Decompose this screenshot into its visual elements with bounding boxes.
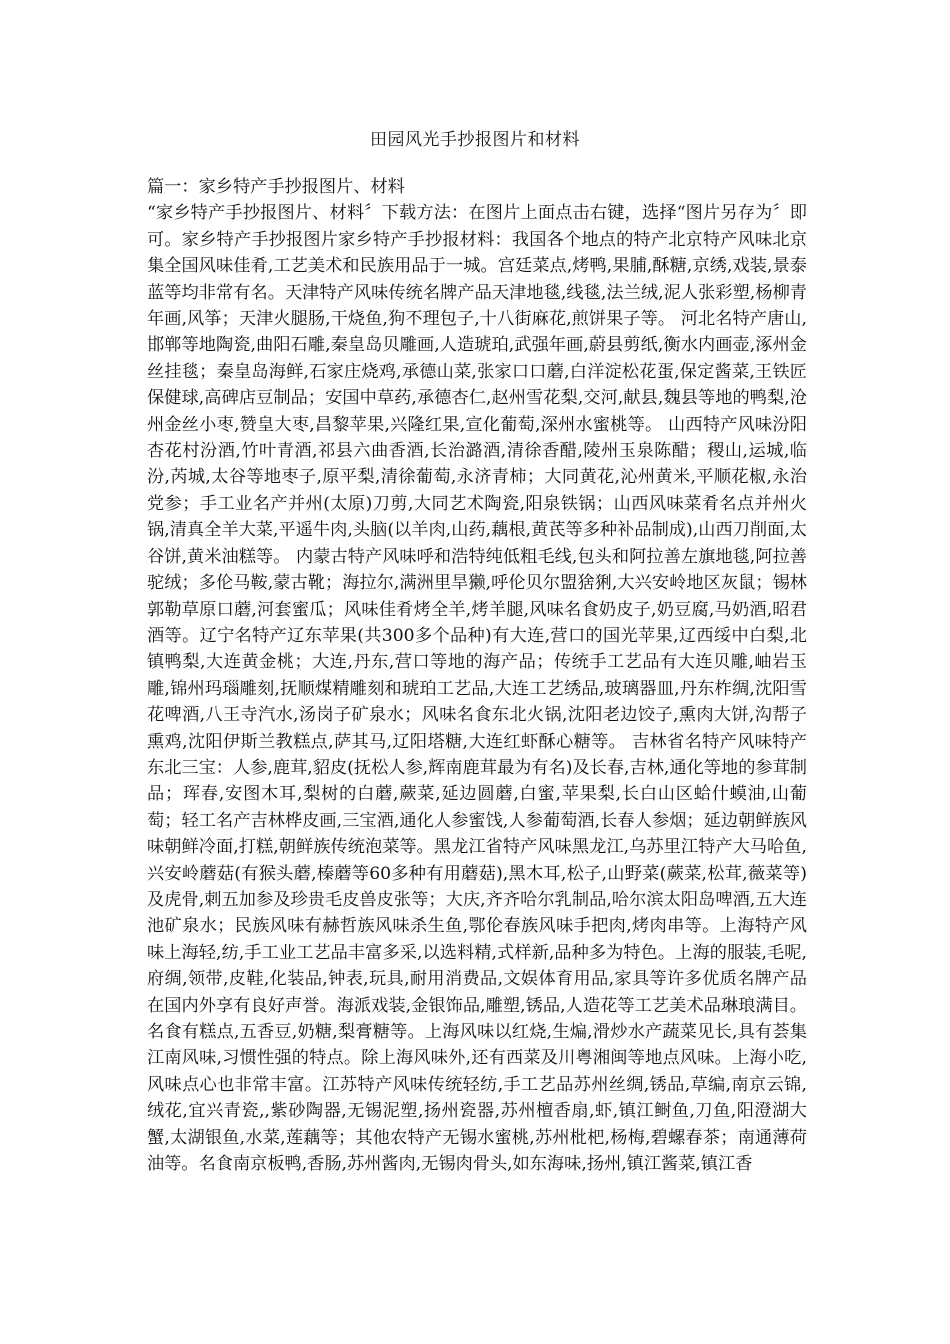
section-heading: 篇一：家乡特产手抄报图片、材料	[147, 177, 405, 197]
document-content	[147, 174, 807, 1177]
body-paragraph: “家乡特产手抄报图片、材料〞下载方法：在图片上面点击右键，选择“图片另存为〞即可。家乡特产手抄报图片家乡特产手抄报材料：我国各个地点的特产北京特产风味北京集全国风味佳肴,工艺美术和民族用品于一城。宫廷菜点,烤鸭,果脯,酥糖,京绣,戏装,景泰蓝等均非常有名。天津特产风味传统名牌产品天津地毯,线毯,法兰绒,泥人张彩塑,杨柳青年画,风筝；天津火腿肠,干烧鱼,狗不理包子,十八街麻花,煎饼果子等。 河北名特产唐山,邯郸等地陶瓷,曲阳石雕,秦皇岛贝雕画,人造琥珀,武强年画,蔚县剪纸,衡水内画壶,涿州金丝挂毯；秦皇岛海鲜,石家庄烧鸡,承德山菜,张家口口蘑,白洋淀松花蛋,保定酱菜,王铁匠保健球,高碑店豆制品；安国中草药,承德杏仁,赵州雪花梨,交河,献县,魏县等地的鸭梨,沧州金丝小枣,赞皇大枣,昌黎苹果,兴隆红果,宣化葡萄,深州水蜜桃等。 山西特产风味汾阳杏花村汾酒,竹叶青酒,祁县六曲香酒,长治潞酒,清徐香醋,陵州玉泉陈醋；稷山,运城,临汾,芮城,太谷等地枣子,原平梨,清徐葡萄,永济青柿；大同黄花,沁州黄米,平顺花椒,永治党参；手工业名产并州(太原)刀剪,大同艺术陶瓷,阳泉铁锅；山西风味菜肴名点并州火锅,清真全羊大菜,平遥牛肉,头脑(以羊肉,山药,藕根,黄芪等多种补品制成),山西刀削面,太谷饼,黄米油糕等。 内蒙古特产风味呼和浩特纯低粗毛线,包头和阿拉善左旗地毯,阿拉善驼绒；多伦马鞍,蒙古靴；海拉尔,满洲里旱獭,呼伦贝尔盟猞猁,大兴安岭地区灰鼠；锡林郭勒草原口蘑,河套蜜瓜；风味佳肴烤全羊,烤羊腿,风味名食奶皮子,奶豆腐,马奶酒,昭君酒等。辽宁名特产辽东苹果(共300多个品种)有大连,营口的国光苹果,辽西绥中白梨,北镇鸭梨,大连黄金桃；大连,丹东,营口等地的海产品；传统手工艺品有大连贝雕,岫岩玉雕,锦州玛瑙雕刻,抚顺煤精雕刻和琥珀工艺品,大连工艺绣品,玻璃器皿,丹东柞绸,沈阳雪花啤酒,八王寺汽水,汤岗子矿泉水；风味名食东北火锅,沈阳老边饺子,熏肉大饼,沟帮子熏鸡,沈阳伊斯兰教糕点,萨其马,辽阳塔糖,大连红虾酥心糖等。 吉林省名特产风味特产东北三宝：人参,鹿茸,貂皮(抚松人参,辉南鹿茸最为有名)及长春,吉林,通化等地的参茸制品；珲春,安图木耳,梨树的白蘑,蕨菜,延边圆蘑,白蜜,苹果梨,长白山区蛤什蟆油,山葡萄；轻工名产吉林桦皮画,三宝酒,通化人参蜜饯,人参葡萄酒,长春人参烟；延边朝鲜族风味朝鲜冷面,打糕,朝鲜族传统泡菜等。黑龙江省特产风味黑龙江,乌苏里江特产大马哈鱼,兴安岭蘑菇(有猴头蘑,榛蘑等60多种有用蘑菇),黑木耳,松子,山野菜(蕨菜,松茸,薇菜等)及虎骨,刺五加参及珍贵毛皮兽皮张等；大庆,齐齐哈尔乳制品,哈尔滨太阳岛啤酒,五大连池矿泉水；民族风味有赫哲族风味杀生鱼,鄂伦春族风味手把肉,烤肉串等。上海特产风味上海轻,纺,手工业工艺品丰富多采,以选料精,式样新,品种多为特色。上海的服装,毛呢,府绸,领带,皮鞋,化装品,钟表,玩具,耐用消费品,文娱体育用品,家具等许多优质名牌产品在国内外享有良好声誉。海派戏装,金银饰品,雕塑,锈品,人造花等工艺美术品琳琅满目。名食有糕点,五香豆,奶糖,梨膏糖等。上海风味以红烧,生煸,滑炒水产蔬菜见长,具有荟集江南风味,习惯性强的特点。除上海风味外,还有西菜及川粤湘闽等地点风味。上海小吃,风味点心也非常丰富。江苏特产风味传统轻纺,手工艺品苏州丝绸,锈品,草编,南京云锦,绒花,宜兴青瓷,,紫砂陶器,无锡泥塑,扬州瓷器,苏州檀香扇,虾,镇江鲥鱼,刀鱼,阳澄湖大蟹,太湖银鱼,水菜,莲藕等；其他农特产无锡水蜜桃,苏州枇杷,杨梅,碧螺春茶；南通薄荷油等。名食南京板鸭,香肠,苏州酱肉,无锡肉骨头,如东海味,扬州,镇江酱菜,镇江香	[147, 203, 807, 1175]
document-title: 田园风光手抄报图片和材料	[370, 130, 580, 150]
